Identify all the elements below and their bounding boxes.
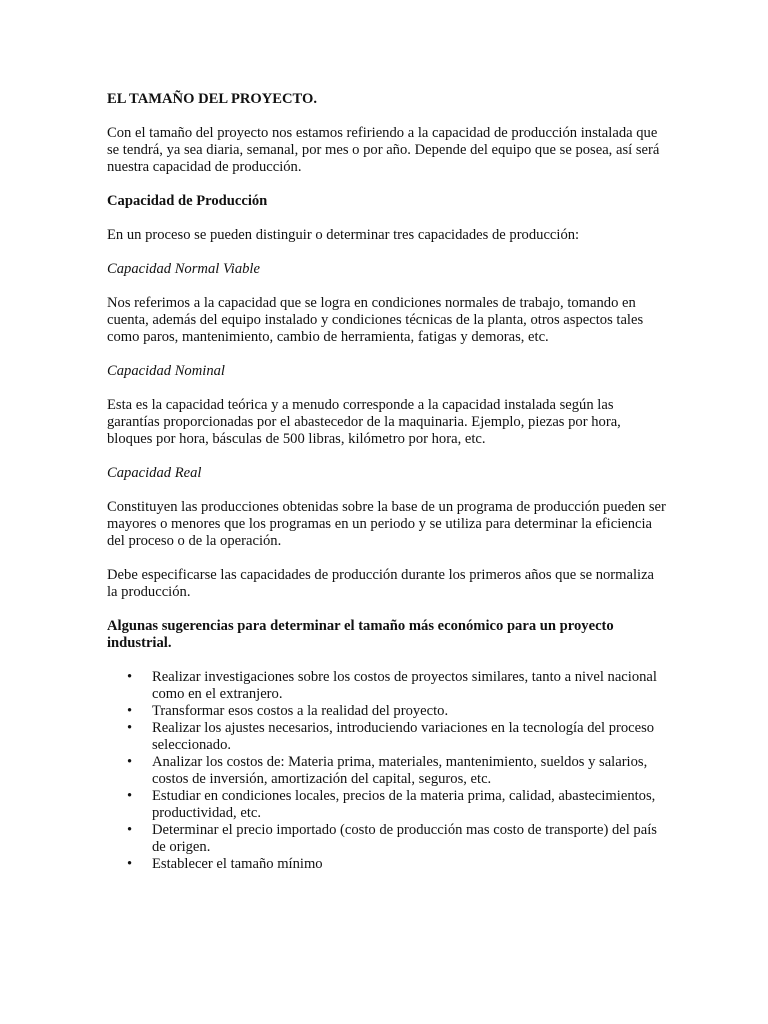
list-item	[107, 669, 667, 703]
section-heading-real: Capacidad Real	[107, 465, 202, 481]
normal-viable-paragraph: Nos referimos a la capacidad que se logra en condiciones normales de trabajo, tomando en cuenta, además del equipo instalado y condiciones técnicas de la planta, otros aspectos tales como paros, mantenimiento, cambio de herramienta, fatigas y demoras, etc.	[107, 295, 644, 345]
list-item	[107, 856, 667, 873]
list-item-text: Analizar los costos de: Materia prima, materiales, mantenimiento, sueldos y salarios, costos de inversión, amortización del capital, seguros, etc.	[152, 754, 648, 787]
list-item-text: Realizar los ajustes necesarios, introduciendo variaciones en la tecnología del proceso seleccionado.	[152, 720, 655, 753]
page-title: EL TAMAÑO DEL PROYECTO.	[107, 91, 318, 107]
bullet-icon: •	[127, 856, 133, 872]
list-item-text: Establecer el tamaño mínimo	[152, 856, 323, 872]
list-item	[107, 754, 667, 788]
section-heading-sugerencias: Algunas sugerencias para determinar el tamaño más económico para un proyecto industrial.	[107, 618, 614, 651]
sugerencias-list	[107, 669, 667, 873]
bullet-icon: •	[127, 822, 133, 838]
section-heading-normal-viable: Capacidad Normal Viable	[107, 261, 260, 277]
list-item-text: Estudiar en condiciones locales, precios de la materia prima, calidad, abastecimientos, productividad, etc.	[152, 788, 656, 821]
list-item	[107, 788, 667, 822]
section-heading-nominal: Capacidad Nominal	[107, 363, 225, 379]
list-item-text: Realizar investigaciones sobre los costos de proyectos similares, tanto a nivel nacional como en el extranjero.	[152, 669, 657, 702]
bullet-icon: •	[127, 754, 133, 770]
list-item	[107, 822, 667, 856]
bullet-icon: •	[127, 703, 133, 719]
capacidad-produccion-paragraph: En un proceso se pueden distinguir o determinar tres capacidades de producción:	[107, 227, 580, 243]
bullet-icon: •	[127, 788, 133, 804]
document-page	[107, 91, 667, 873]
list-item-text: Determinar el precio importado (costo de producción mas costo de transporte) del país de origen.	[152, 822, 657, 855]
real-note-paragraph: Debe especificarse las capacidades de producción durante los primeros años que se normaliza la producción.	[107, 567, 655, 600]
real-paragraph: Constituyen las producciones obtenidas sobre la base de un programa de producción pueden ser mayores o menores que los programas en un periodo y se utiliza para determinar la eficiencia del proceso o de la operación.	[107, 499, 666, 549]
section-heading-capacidad-produccion: Capacidad de Producción	[107, 193, 268, 209]
bullet-icon: •	[127, 669, 133, 685]
list-item	[107, 703, 667, 720]
intro-paragraph: Con el tamaño del proyecto nos estamos refiriendo a la capacidad de producción instalada que se tendrá, ya sea diaria, semanal, por mes o por año. Depende del equipo que se posea, así será nuestra capacidad de producción.	[107, 125, 660, 175]
list-item	[107, 720, 667, 754]
list-item-text: Transformar esos costos a la realidad del proyecto.	[152, 703, 449, 719]
nominal-paragraph: Esta es la capacidad teórica y a menudo corresponde a la capacidad instalada según las garantías proporcionadas por el abastecedor de la maquinaria. Ejemplo, piezas por hora, bloques por hora, básculas de 500 libras, kilómetro por hora, etc.	[107, 397, 621, 447]
bullet-icon: •	[127, 720, 133, 736]
